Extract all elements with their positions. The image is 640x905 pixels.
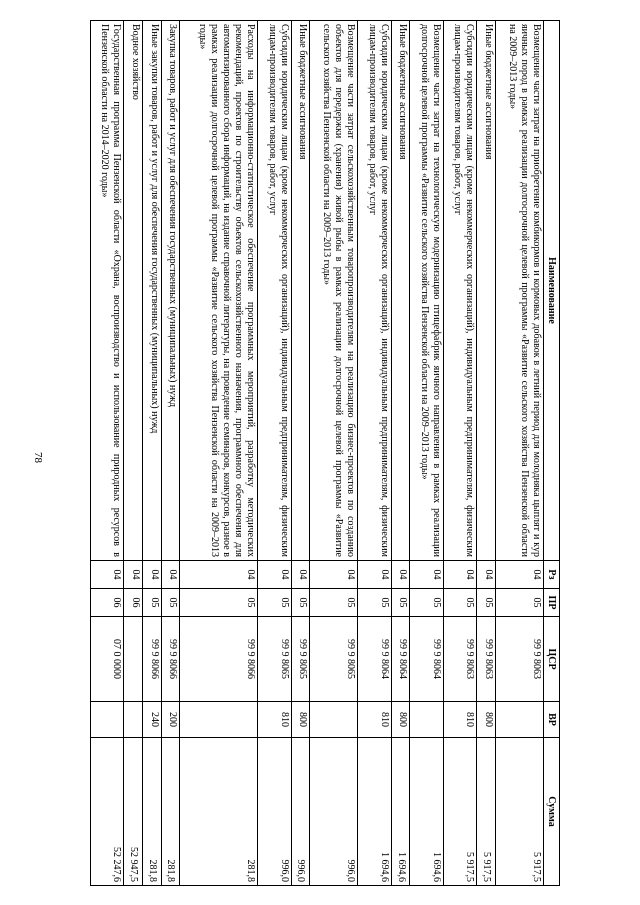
row-vr [180,702,258,738]
row-name: Иные бюджетные ассигнования [291,21,310,561]
row-name: Возмещение части затрат на приобретение комбикормов и кормовых добавок в летний период для молодняка цыплят и кур яичных пород в рамках реализации долгосрочной целевой программы «Развитие сельского хозяйства Пензенской области на 2009–2013 годы» [495,21,543,561]
header-vr: ВР [544,702,560,738]
row-pr: 05 [161,589,180,617]
row-pr: 05 [310,589,358,617]
row-name: Водное хозяйство [124,21,143,561]
row-vr: 810 [358,702,391,738]
row-csr: 99 9 8063 [477,617,496,702]
row-name: Иные бюджетные ассигнования [391,21,410,561]
row-rz: 04 [310,561,358,589]
row-vr [91,702,125,738]
row-vr: 240 [143,702,162,738]
row-name: Иные бюджетные ассигнования [477,21,496,561]
row-sum: 281,8 [180,738,258,886]
row-pr: 06 [91,589,125,617]
row-rz: 04 [180,561,258,589]
row-sum: 996,0 [258,738,291,886]
row-sum: 5 917,5 [443,738,476,886]
table-row [410,21,443,886]
row-pr: 05 [258,589,291,617]
row-pr: 05 [443,589,476,617]
row-vr: 800 [291,702,310,738]
row-name: Иные закупки товаров, работ и услуг для обеспечения государственных (муниципальных) нужд [143,21,162,561]
row-csr: 99 9 8064 [410,617,443,702]
row-csr: 07 0 0000 [91,617,125,702]
table-row [310,21,358,886]
row-vr [310,702,358,738]
header-pr: ПР [544,589,560,617]
row-pr: 05 [495,589,543,617]
row-csr [124,617,143,702]
row-name: Расходы на информационно-статистическое обеспечение программных мероприятий, разработку методических рекомендаций, проектов по строительству объектов сельскохозяйственного назначения, программного обеспечения для автоматизированного сбора информаций, на издание справочной литературы, на проведение семинаров, конкурсов, разное в рамках реализации долгосрочной целевой программы «Развитие сельского хозяйства Пензенской области на 2009–2013 годы» [180,21,258,561]
table-row [258,21,291,886]
table-row [161,21,180,886]
row-vr: 810 [258,702,291,738]
row-csr: 99 9 8063 [495,617,543,702]
row-vr: 800 [477,702,496,738]
row-rz: 04 [124,561,143,589]
row-name: Государственная программа Пензенской области «Охрана, воспроизводство и использование природных ресурсов в Пензенской области на 2014–2020 годы» [91,21,125,561]
row-vr: 810 [443,702,476,738]
row-sum: 5 917,5 [495,738,543,886]
row-rz: 04 [477,561,496,589]
row-sum: 996,0 [291,738,310,886]
row-sum: 281,8 [143,738,162,886]
row-csr: 99 9 8066 [180,617,258,702]
row-sum: 1 694,6 [391,738,410,886]
row-rz: 04 [358,561,391,589]
row-csr: 99 9 8064 [391,617,410,702]
row-pr: 05 [410,589,443,617]
row-pr: 05 [143,589,162,617]
row-csr: 99 9 8065 [291,617,310,702]
row-sum: 52 247,6 [91,738,125,886]
table-row [91,21,125,886]
rotated-page [90,20,560,885]
table-row [143,21,162,886]
table-row [180,21,258,886]
row-csr: 99 9 8064 [358,617,391,702]
table-row [477,21,496,886]
row-rz: 04 [258,561,291,589]
table-row [391,21,410,886]
row-pr: 05 [180,589,258,617]
row-vr [495,702,543,738]
header-name: Наименование [544,21,560,561]
row-rz: 04 [410,561,443,589]
row-name: Субсидии юридическим лицам (кроме некоммерческих организаций), индивидуальным предпринимателям, физическим лицам-производителям товаров, работ, услуг [258,21,291,561]
row-csr: 99 9 8065 [310,617,358,702]
row-vr [124,702,143,738]
row-rz: 04 [143,561,162,589]
row-vr: 200 [161,702,180,738]
row-csr: 99 9 8066 [143,617,162,702]
header-rz: Рз [544,561,560,589]
row-rz: 04 [391,561,410,589]
row-csr: 99 9 8063 [443,617,476,702]
table-row [124,21,143,886]
row-rz: 04 [291,561,310,589]
row-sum: 52 947,5 [124,738,143,886]
row-csr: 99 9 8066 [161,617,180,702]
row-name: Закупка товаров, работ и услуг для обеспечения государственных (муниципальных) нужд [161,21,180,561]
table-row [291,21,310,886]
row-vr [410,702,443,738]
row-sum: 1 694,6 [358,738,391,886]
row-csr: 99 9 8065 [258,617,291,702]
row-sum: 1 694,6 [410,738,443,886]
row-rz: 04 [443,561,476,589]
row-pr: 05 [391,589,410,617]
table-row [358,21,391,886]
row-name: Возмещение части затрат сельскохозяйственным товаропроизводителям на реализацию бизнес-проектов по созданию объектов для передержки (хранения) живой рыбы в рамках реализации долгосрочной целевой программы «Развитие сельского хозяйства Пензенской области на 2009–2013 годы» [310,21,358,561]
row-sum: 996,0 [310,738,358,886]
row-pr: 05 [358,589,391,617]
row-rz: 04 [161,561,180,589]
header-csr: ЦСР [544,617,560,702]
row-sum: 5 917,5 [477,738,496,886]
budget-table [90,20,560,886]
row-sum: 281,8 [161,738,180,886]
table-row [443,21,476,886]
row-name: Субсидии юридическим лицам (кроме некоммерческих организаций), индивидуальным предпринимателям, физическим лицам-производителям товаров, работ, услуг [443,21,476,561]
table-row [495,21,543,886]
row-name: Субсидии юридическим лицам (кроме некоммерческих организаций), индивидуальным предпринимателям, физическим лицам-производителям товаров, работ, услуг [358,21,391,561]
row-pr: 06 [124,589,143,617]
row-rz: 04 [91,561,125,589]
row-vr: 800 [391,702,410,738]
row-pr: 05 [477,589,496,617]
row-name: Возмещение части затрат на технологическую модернизацию птицефабрик яичного направления в рамках реализации долгосрочной целевой программы «Развитие сельского хозяйства Пензенской области на 2009–2013 годы» [410,21,443,561]
row-pr: 05 [291,589,310,617]
page-number: 78 [32,452,44,463]
row-rz: 04 [495,561,543,589]
header-sum: Сумма [544,738,560,886]
table-header-row [544,21,560,886]
